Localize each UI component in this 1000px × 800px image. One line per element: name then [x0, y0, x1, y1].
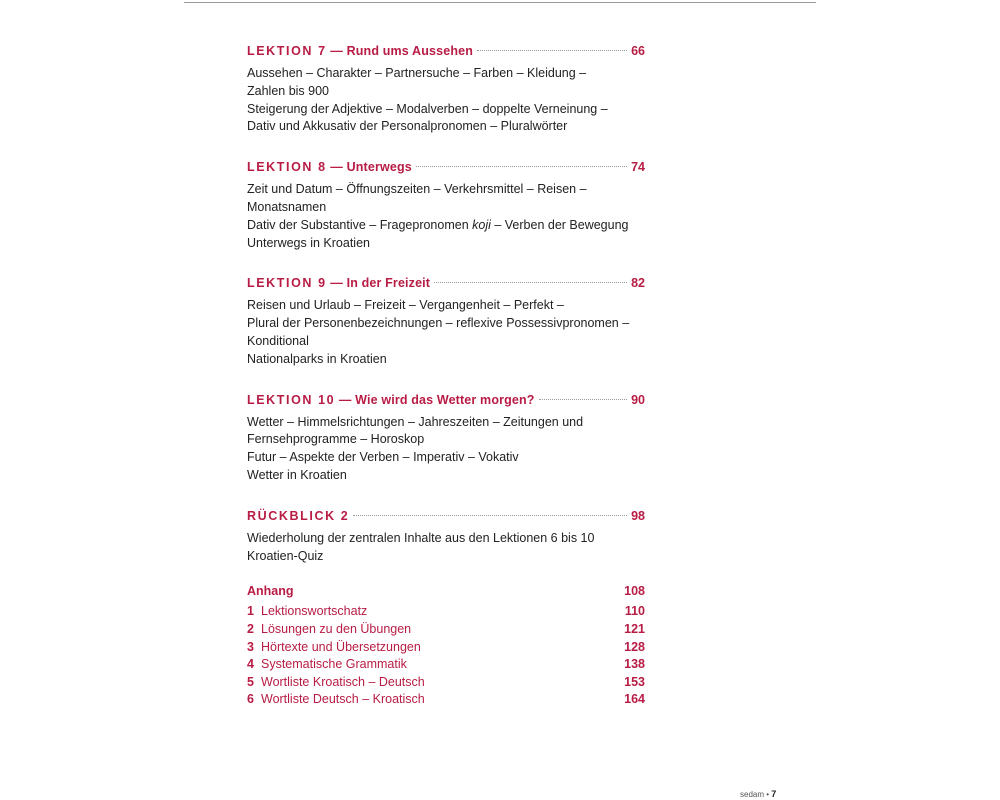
lesson-label: RÜCKBLICK 2 [247, 508, 350, 523]
lesson-title [247, 41, 473, 61]
toc-entry-lektion-7 [247, 40, 645, 136]
lesson-label: LEKTION 10 [247, 392, 336, 407]
appendix-item-number: 1 [247, 604, 254, 619]
description-line: Monatsnamen [247, 199, 327, 214]
lesson-description [247, 530, 645, 566]
appendix-item-label: Lösungen zu den Übungen [261, 621, 412, 636]
lesson-label: LEKTION 9 [247, 276, 327, 291]
lesson-description [247, 297, 645, 368]
appendix-item-label: Lektionswortschatz [261, 604, 368, 619]
dot-leader [539, 385, 628, 400]
toc-entry-lektion-8 [247, 156, 645, 252]
description-line: Unterwegs in Kroatien [247, 235, 370, 250]
toc-entry-rueckblick-2 [247, 505, 645, 566]
appendix-item-number: 2 [247, 621, 254, 636]
lesson-heading[interactable] [247, 272, 645, 293]
appendix-item-label: Wortliste Deutsch – Kroatisch [261, 692, 425, 707]
appendix-item-page: 110 [624, 604, 645, 619]
lesson-label: LEKTION 7 [247, 44, 327, 58]
appendix-item-page: 153 [624, 674, 645, 689]
description-line: Konditional [247, 333, 309, 348]
description-line: Zeit und Datum – Öffnungszeiten – Verkehrsmittel – Reisen – [247, 182, 587, 197]
appendix-heading[interactable] [247, 581, 645, 601]
description-line: Wetter – Himmelsrichtungen – Jahreszeiten – Zeitungen und [247, 414, 584, 429]
dot-leader [416, 152, 627, 167]
lesson-title [247, 390, 535, 410]
dot-leader [353, 501, 627, 516]
lesson-subtitle: — In der Freizeit [326, 276, 431, 291]
description-line: Fernsehprogramme – Horoskop [247, 432, 425, 447]
lesson-title [247, 157, 412, 177]
footer-page-number: 7 [771, 789, 777, 799]
lesson-title [247, 273, 430, 293]
page-number: 82 [631, 276, 645, 291]
appendix-item-label: Wortliste Kroatisch – Deutsch [261, 674, 425, 689]
toc-entry-lektion-9 [247, 272, 645, 368]
lesson-description [247, 414, 645, 485]
dot-leader [477, 36, 627, 51]
page-number: 66 [631, 44, 645, 58]
appendix-item[interactable] [247, 639, 645, 657]
appendix-item-number: 6 [247, 692, 254, 707]
lesson-subtitle: — Wie wird das Wetter morgen? [335, 392, 535, 407]
description-line: Wiederholung der zentralen Inhalte aus den Lektionen 6 bis 10 [247, 530, 595, 545]
appendix-item[interactable] [247, 621, 645, 639]
lesson-heading[interactable] [247, 156, 645, 177]
description-line: Zahlen bis 900 [247, 83, 330, 98]
lesson-description [247, 65, 645, 136]
appendix-item-label: Systematische Grammatik [261, 657, 407, 672]
appendix-title: Anhang [247, 584, 294, 599]
lesson-description [247, 181, 645, 252]
appendix-item-label: Hörtexte und Übersetzungen [261, 639, 421, 654]
page-number: 98 [631, 508, 645, 523]
description-line: Wetter in Kroatien [247, 467, 347, 482]
description-line: Dativ der Substantive – Fragepronomen koji – Verben der Bewegung [247, 217, 629, 232]
table-of-contents [247, 40, 645, 709]
description-line: Kroatien-Quiz [247, 548, 324, 563]
lesson-title [247, 506, 349, 526]
toc-appendix [247, 581, 645, 709]
dot-leader [434, 268, 627, 283]
appendix-item-page: 121 [624, 621, 645, 636]
lesson-heading[interactable] [247, 40, 645, 61]
description-line: Plural der Personenbezeichnungen – reflexive Possessivpronomen – [247, 316, 630, 331]
footer-page-word: sedam [740, 790, 765, 799]
page-number: 74 [631, 160, 645, 175]
italic-term: koji [472, 217, 491, 232]
description-line: Aussehen – Charakter – Partnersuche – Farben – Kleidung – [247, 66, 587, 80]
appendix-item-page: 128 [624, 639, 645, 654]
description-line: Reisen und Urlaub – Freizeit – Vergangenheit – Perfekt – [247, 298, 564, 313]
description-line: Futur – Aspekte der Verben – Imperativ – Vokativ [247, 450, 519, 465]
page-footer [740, 789, 776, 799]
lesson-heading[interactable] [247, 505, 645, 526]
description-line: Steigerung der Adjektive – Modalverben – doppelte Verneinung – [247, 101, 608, 116]
footer-separator: • [764, 790, 772, 799]
appendix-item-number: 4 [247, 657, 254, 672]
description-line: Dativ und Akkusativ der Personalpronomen – Pluralwörter [247, 119, 568, 134]
appendix-item[interactable] [247, 603, 645, 621]
appendix-item[interactable] [247, 691, 645, 709]
appendix-item[interactable] [247, 656, 645, 674]
lesson-subtitle: — Rund ums Aussehen [326, 44, 473, 58]
toc-entry-lektion-10 [247, 389, 645, 485]
appendix-item-page: 138 [624, 657, 645, 672]
top-rule [184, 2, 816, 3]
appendix-page: 108 [624, 584, 645, 599]
appendix-item-page: 164 [624, 692, 645, 707]
lesson-label: LEKTION 8 [247, 160, 327, 175]
appendix-item[interactable] [247, 674, 645, 692]
lesson-heading[interactable] [247, 389, 645, 410]
description-line: Nationalparks in Kroatien [247, 351, 387, 366]
lesson-subtitle: — Unterwegs [326, 160, 412, 175]
page-number: 90 [631, 392, 645, 407]
appendix-item-number: 3 [247, 639, 254, 654]
appendix-item-number: 5 [247, 674, 254, 689]
